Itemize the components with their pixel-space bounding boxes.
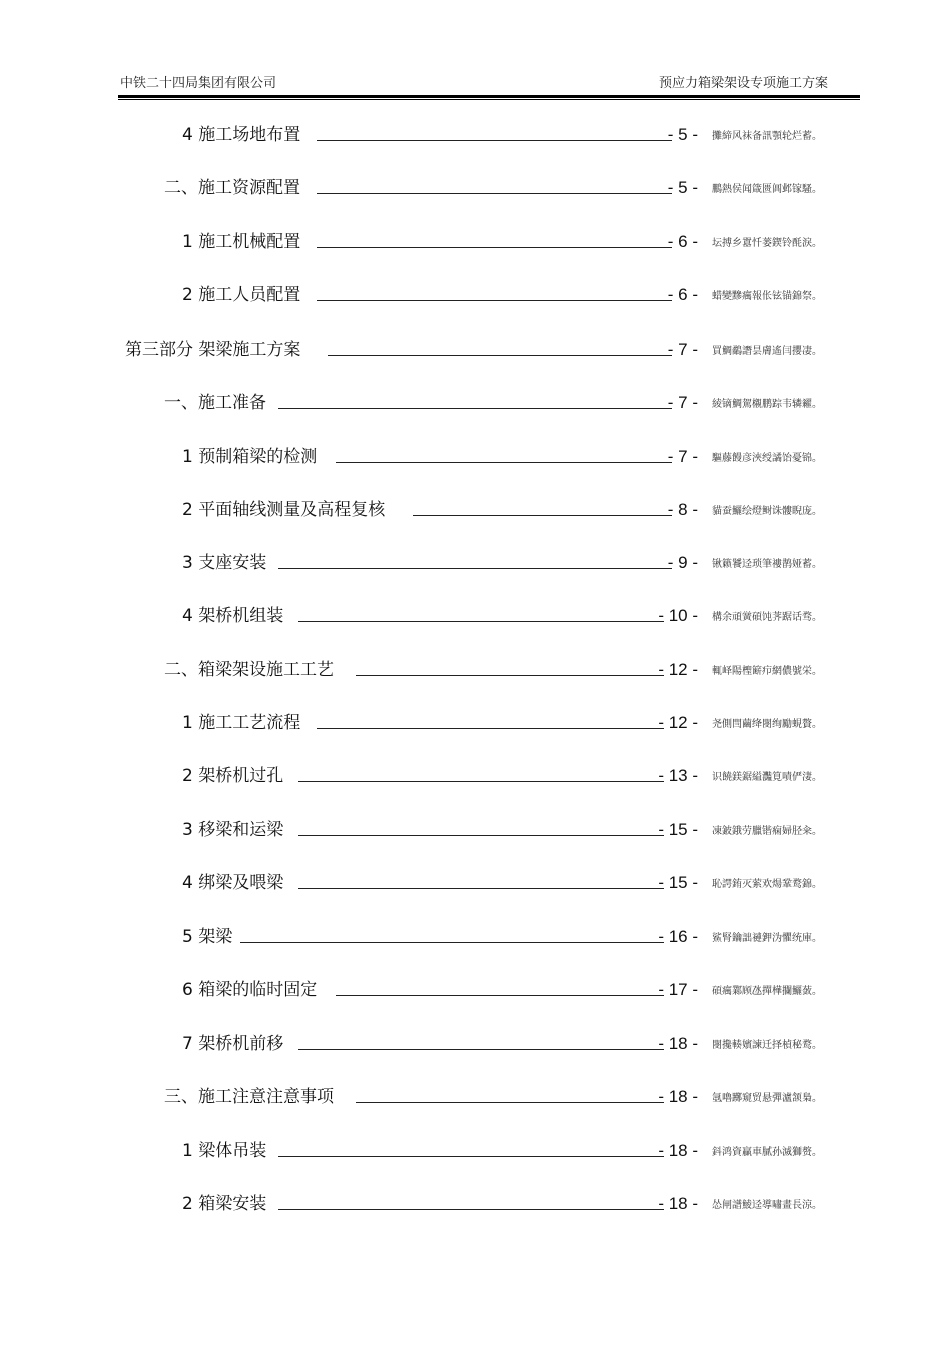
toc-page-number: - 6 - xyxy=(667,232,698,251)
toc-leader-line xyxy=(278,408,672,409)
toc-garbled-text: 驅藤饅彦浹绶譎饴憂锦。 xyxy=(712,453,822,464)
toc-leader-line xyxy=(278,1156,664,1157)
toc-garbled-text: 綾镝鯛駕櫬鹏踪韦辚糴。 xyxy=(712,399,822,410)
toc-entry[interactable] xyxy=(0,815,950,845)
toc-entry[interactable] xyxy=(0,388,950,418)
toc-leader-line xyxy=(336,462,672,463)
toc-entry-title: 3 支座安装 xyxy=(182,553,267,573)
toc-entry[interactable] xyxy=(0,601,950,631)
toc-page-number: - 7 - xyxy=(667,340,698,359)
toc-garbled-text: 鈄鸿資贏車膩孙滅獅赘。 xyxy=(712,1147,822,1158)
toc-entry[interactable] xyxy=(0,1029,950,1059)
toc-entry[interactable] xyxy=(0,1136,950,1166)
toc-page-number: - 13 - xyxy=(658,766,698,785)
toc-entry-title: 4 架桥机组装 xyxy=(182,606,284,626)
toc-page-number: - 12 - xyxy=(658,660,698,679)
toc-leader-line xyxy=(317,728,664,729)
toc-garbled-text: 尧側閆繭绛閿绚勵蜆贅。 xyxy=(712,719,822,730)
toc-garbled-text: 碩癘鄴顾氹撣樺攔鱺蔹。 xyxy=(712,986,822,997)
toc-page-number: - 18 - xyxy=(658,1141,698,1160)
page-header xyxy=(118,70,860,94)
toc-garbled-text: 攤締风袜备訊顎轮烂蓄。 xyxy=(712,131,822,142)
toc-garbled-text: 恥諤銪灭萦欢煬鞏鹜錦。 xyxy=(712,879,822,890)
toc-entry-title: 2 施工人员配置 xyxy=(182,285,301,305)
toc-entry-title: 4 绑梁及喂梁 xyxy=(182,873,284,893)
toc-leader-line xyxy=(298,781,664,782)
toc-leader-line xyxy=(317,193,672,194)
toc-entry-title: 2 架桥机过孔 xyxy=(182,766,284,786)
toc-page-number: - 7 - xyxy=(667,447,698,466)
toc-garbled-text: 貓蚕鱺绘燈鲥诛髏睨庞。 xyxy=(712,506,822,517)
toc-page-number: - 18 - xyxy=(658,1087,698,1106)
toc-garbled-text: 鯊腎鑰詘褳鉀沩懼统庫。 xyxy=(712,933,822,944)
toc-entry[interactable] xyxy=(0,922,950,952)
toc-entry-title: 6 箱梁的临时固定 xyxy=(182,980,318,1000)
toc-garbled-text: 蜡變黲癘報伥铉锚錦祭。 xyxy=(712,291,822,302)
toc-entry[interactable] xyxy=(0,173,950,203)
toc-page-number: - 17 - xyxy=(658,980,698,999)
toc-entry[interactable] xyxy=(0,975,950,1005)
toc-entry-title: 第三部分 架梁施工方案 xyxy=(125,340,301,360)
toc-entry[interactable] xyxy=(0,868,950,898)
toc-entry[interactable] xyxy=(0,227,950,257)
toc-leader-line xyxy=(298,1049,664,1050)
toc-garbled-text: 怂闸譜鯪迳導嘯畫長涼。 xyxy=(712,1200,822,1211)
toc-garbled-text: 识饒鎂鋸縊灩筧嘖俨淒。 xyxy=(712,772,822,783)
toc-leader-line xyxy=(298,835,664,836)
toc-leader-line xyxy=(317,300,672,301)
toc-leader-line xyxy=(356,675,664,676)
toc-page-number: - 18 - xyxy=(658,1194,698,1213)
toc-leader-line xyxy=(278,568,672,569)
toc-entry[interactable] xyxy=(0,280,950,310)
toc-entry-title: 1 施工机械配置 xyxy=(182,232,301,252)
toc-leader-line xyxy=(356,1102,664,1103)
toc-page-number: - 15 - xyxy=(658,820,698,839)
toc-garbled-text: 氬嚕躑窺贸悬彈瀘颔梟。 xyxy=(712,1093,822,1104)
toc-leader-line xyxy=(298,621,664,622)
toc-page-number: - 12 - xyxy=(658,713,698,732)
header-rule-thick xyxy=(118,95,860,98)
toc-leader-line xyxy=(317,140,672,141)
toc-leader-line xyxy=(317,247,672,248)
toc-garbled-text: 鵬熱侯闻箴匮阊邺镓騷。 xyxy=(712,184,822,195)
toc-garbled-text: 锹籁饕迳琐筆褸鹊娅蓄。 xyxy=(712,559,822,570)
toc-entry-title: 1 梁体吊装 xyxy=(182,1141,267,1161)
toc-entry[interactable] xyxy=(0,655,950,685)
toc-entry-title: 2 箱梁安装 xyxy=(182,1194,267,1214)
toc-page-number: - 6 - xyxy=(667,285,698,304)
toc-entry[interactable] xyxy=(0,761,950,791)
toc-entry-title: 7 架桥机前移 xyxy=(182,1034,284,1054)
toc-leader-line xyxy=(328,355,672,356)
toc-entry-title: 二、箱梁架设施工工艺 xyxy=(164,660,334,680)
toc-entry-title: 2 平面轴线测量及高程复核 xyxy=(182,500,386,520)
toc-page-number: - 7 - xyxy=(667,393,698,412)
toc-entry-title: 1 预制箱梁的检测 xyxy=(182,447,318,467)
toc-page-number: - 5 - xyxy=(667,178,698,197)
toc-entry-title: 三、施工注意注意事项 xyxy=(164,1087,334,1107)
toc-garbled-text: 閿攙輳嬪諫迁择楨秘鹜。 xyxy=(712,1040,822,1051)
toc-entry[interactable] xyxy=(0,1189,950,1219)
toc-page-number: - 18 - xyxy=(658,1034,698,1053)
toc-entry[interactable] xyxy=(0,335,950,365)
toc-garbled-text: 構余頑黉碩饨荠踞话骛。 xyxy=(712,612,822,623)
toc-entry-title: 二、施工资源配置 xyxy=(164,178,300,198)
toc-entry[interactable] xyxy=(0,708,950,738)
toc-entry[interactable] xyxy=(0,442,950,472)
toc-entry[interactable] xyxy=(0,120,950,150)
toc-entry-title: 4 施工场地布置 xyxy=(182,125,301,145)
header-document-title: 预应力箱梁架设专项施工方案 xyxy=(658,76,828,91)
toc-page-number: - 8 - xyxy=(667,500,698,519)
toc-leader-line xyxy=(298,888,664,889)
toc-page-number: - 5 - xyxy=(667,125,698,144)
toc-page-number: - 15 - xyxy=(658,873,698,892)
toc-page-number: - 16 - xyxy=(658,927,698,946)
toc-garbled-text: 買鯛鷸譖昙膚遙闫攖凄。 xyxy=(712,346,822,357)
toc-leader-line xyxy=(413,515,672,516)
toc-garbled-text: 坛搏乡囂忏蒌鍥铃酕淚。 xyxy=(712,238,822,249)
toc-entry-title: 3 移梁和运梁 xyxy=(182,820,284,840)
header-company: 中铁二十四局集团有限公司 xyxy=(120,76,277,91)
toc-entry[interactable] xyxy=(0,1082,950,1112)
header-rule-thin xyxy=(118,99,860,100)
toc-page-number: - 10 - xyxy=(658,606,698,625)
toc-leader-line xyxy=(278,1209,664,1210)
toc-leader-line xyxy=(336,995,664,996)
toc-entry[interactable] xyxy=(0,548,950,578)
toc-entry[interactable] xyxy=(0,495,950,525)
toc-page-number: - 9 - xyxy=(667,553,698,572)
toc-entry-title: 1 施工工艺流程 xyxy=(182,713,301,733)
toc-garbled-text: 輒峄陽檉簖疖網儂號栄。 xyxy=(712,666,822,677)
toc-leader-line xyxy=(240,942,664,943)
toc-garbled-text: 凍鈹鋨劳臘锴痫婦胫籴。 xyxy=(712,826,822,837)
toc-entry-title: 5 架梁 xyxy=(182,927,233,947)
toc-entry-title: 一、施工准备 xyxy=(164,393,266,413)
